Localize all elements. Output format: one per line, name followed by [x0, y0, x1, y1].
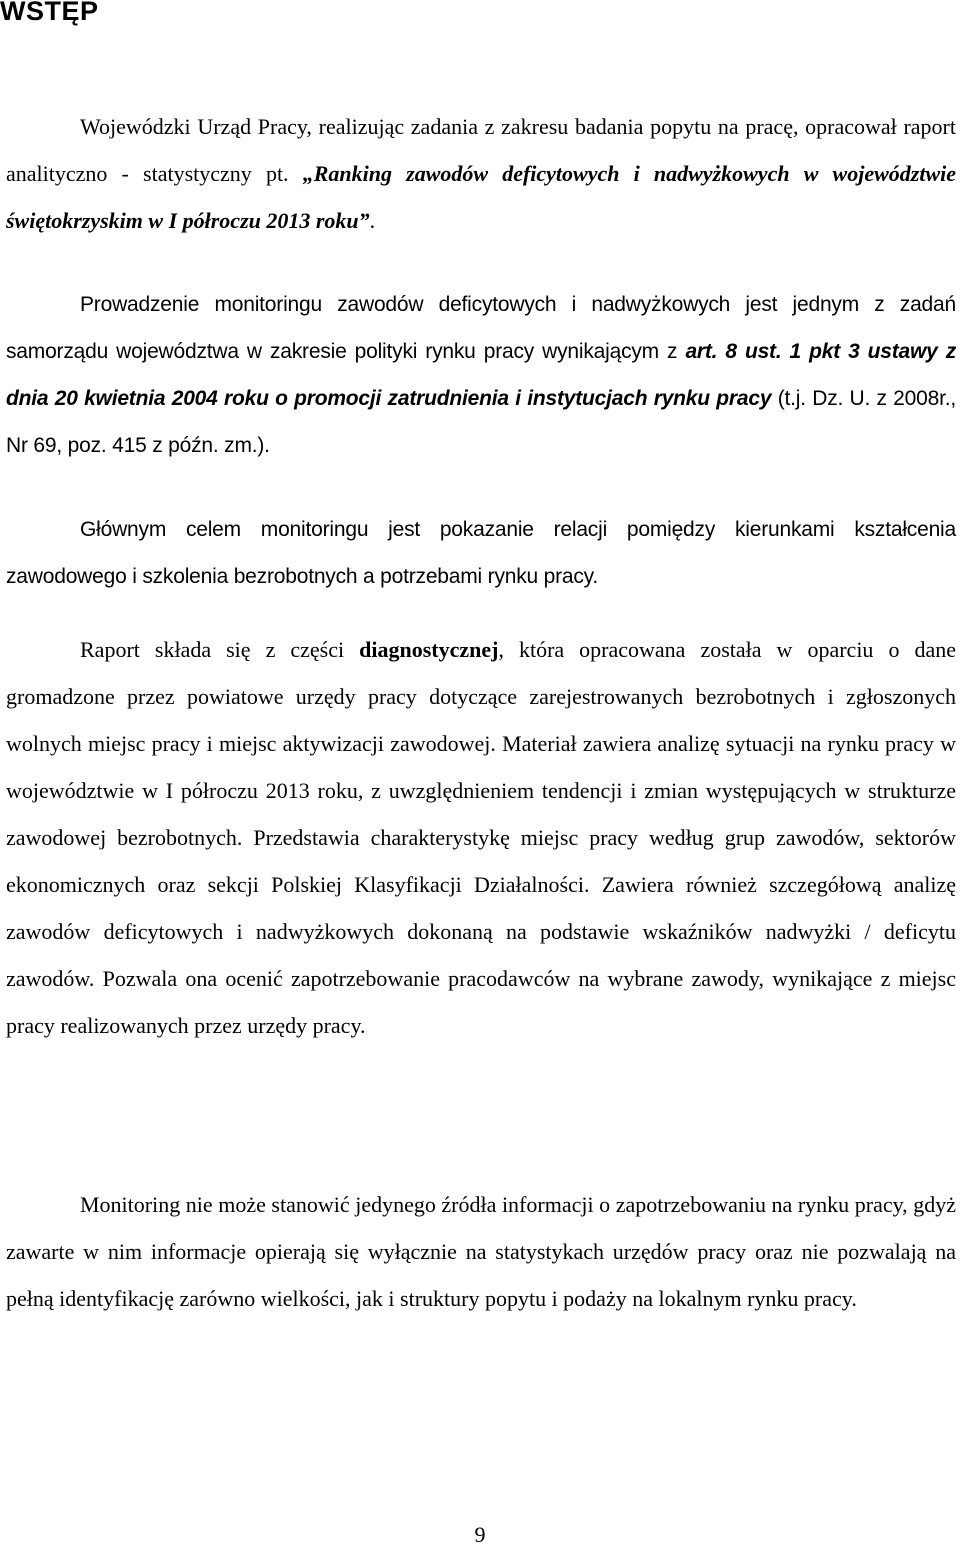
journal-reference: (t.j. Dz. U. z 2008r., Nr 69, poz. 415 z późn. zm.).	[6, 387, 956, 457]
intro-text: Wojewódzki Urząd Pracy, realizując zadania z zakresu badania popytu na pracę, opracował raport analityczno - statystyczny pt.	[6, 114, 956, 186]
page-number: 9	[474, 1522, 486, 1547]
report-title: „Ranking zawodów deficytowych i nadwyżkowych w województwie świętokrzyskim w I półroczu 2013 roku”	[6, 161, 957, 233]
intro-end: .	[369, 208, 376, 233]
section-heading: WSTĘP	[0, 0, 99, 26]
law-reference: art. 8 ust. 1 pkt 3 ustawy z dnia 20 kwietnia 2004 roku o promocji zatrudnienia i instytucjach rynku pracy	[6, 340, 956, 410]
structure-text: Raport składa się z części	[80, 637, 360, 662]
paragraph-intro	[6, 103, 956, 244]
paragraph-goal: Głównym celem monitoringu jest pokazanie relacji pomiędzy kierunkami kształcenia zawodowego i szkolenia bezrobotnych a potrzebami rynku pracy.	[6, 518, 956, 588]
paragraph-legal-basis	[6, 281, 956, 469]
paragraph-report-structure	[6, 626, 956, 1049]
legal-text: Prowadzenie monitoringu zawodów deficytowych i nadwyżkowych jest jednym z zadań samorządu województwa w zakresie polityki rynku pracy wynikającym z	[6, 293, 956, 363]
structure-text-continued: , która opracowana została w oparciu o dane gromadzone przez powiatowe urzędy pracy dotyczące zarejestrowanych bezrobotnych i zgłoszonych wolnych miejsc pracy i miejsc aktywizacji zawodowej. Materiał zawiera analizę sytuacji na rynku pracy w województwie w I półroczu 2013 roku, z uwzględnieniem tendencji i zmian występujących w strukturze zawodowej bezrobotnych. Przedstawia charakterystykę miejsc pracy według grup zawodów, sektorów ekonomicznych oraz sekcji Polskiej Klasyfikacji Działalności. Zawiera również szczegółową analizę zawodów deficytowych i nadwyżkowych dokonaną na podstawie wskaźników nadwyżki / deficytu zawodów. Pozwala ona ocenić zapotrzebowanie pracodawców na wybrane zawody, wynikające z miejsc pracy realizowanych przez urzędy pracy.	[6, 637, 956, 1038]
diagnostic-term: diagnostycznej	[359, 637, 499, 662]
paragraph-limitations: Monitoring nie może stanowić jedynego źródła informacji o zapotrzebowaniu na rynku pracy, gdyż zawarte w nim informacje opierają się wyłącznie na statystykach urzędów pracy oraz nie pozwalają na pełną identyfikację zarówno wielkości, jak i struktury popytu i podaży na lokalnym rynku pracy.	[6, 1192, 956, 1311]
